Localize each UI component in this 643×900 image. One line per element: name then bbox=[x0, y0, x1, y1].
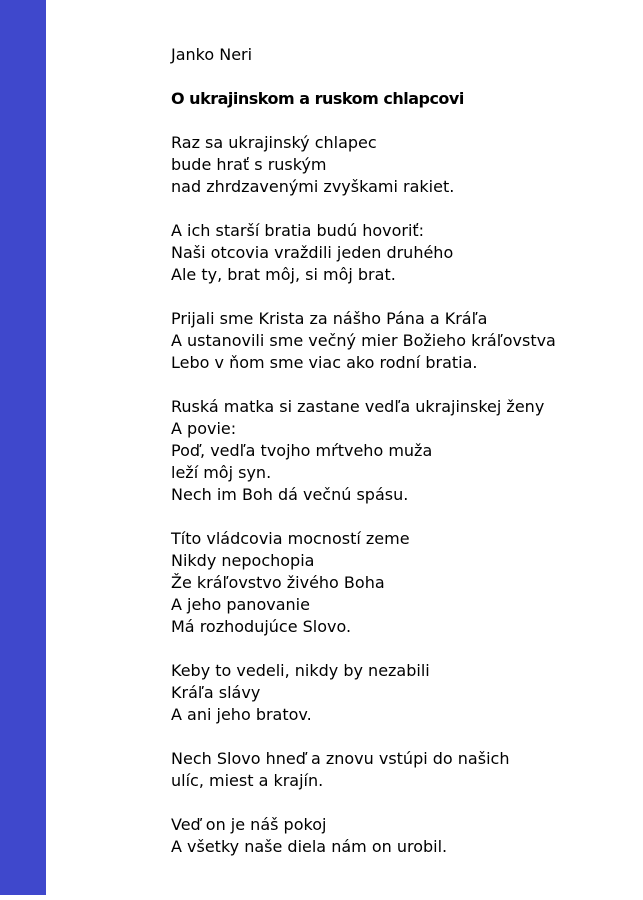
stanza bbox=[171, 814, 631, 858]
poem-line: A ustanovili sme večný mier Božieho kráľovstva bbox=[171, 331, 556, 350]
poem-line: ulíc, miest a krajín. bbox=[171, 771, 324, 790]
poem-line: Kráľa slávy bbox=[171, 683, 261, 702]
side-bar bbox=[0, 0, 46, 895]
poem-line: Že kráľovstvo živého Boha bbox=[171, 573, 385, 592]
poem-line: Keby to vedeli, nikdy by nezabili bbox=[171, 661, 430, 680]
poem-line: Prijali sme Krista za nášho Pána a Kráľa bbox=[171, 309, 488, 328]
poem-line: A jeho panovanie bbox=[171, 595, 310, 614]
poem-line: Raz sa ukrajinský chlapec bbox=[171, 133, 377, 152]
poem-line: Nech Slovo hneď a znovu vstúpi do našich bbox=[171, 749, 510, 768]
poem-line: Lebo v ňom sme viac ako rodní bratia. bbox=[171, 353, 478, 372]
stanza bbox=[171, 132, 631, 198]
poem-line: Naši otcovia vraždili jeden druhého bbox=[171, 243, 454, 262]
poem-line: Ruská matka si zastane vedľa ukrajinskej ženy bbox=[171, 397, 545, 416]
stanza bbox=[171, 396, 631, 506]
stanza bbox=[171, 660, 631, 726]
poem-author: Janko Neri bbox=[171, 45, 253, 64]
poem-line: Poď, vedľa tvojho mŕtveho muža bbox=[171, 441, 433, 460]
poem-line: A všetky naše diela nám on urobil. bbox=[171, 837, 448, 856]
poem-line: A ich starší bratia budú hovoriť: bbox=[171, 221, 425, 240]
stanza bbox=[171, 748, 631, 792]
poem-line: nad zhrdzavenými zvyškami rakiet. bbox=[171, 177, 455, 196]
poem-line: Títo vládcovia mocností zeme bbox=[171, 529, 410, 548]
poem-line: Ale ty, brat môj, si môj brat. bbox=[171, 265, 396, 284]
stanza bbox=[171, 528, 631, 638]
stanza bbox=[171, 220, 631, 286]
poem-line: Má rozhodujúce Slovo. bbox=[171, 617, 352, 636]
stanza bbox=[171, 308, 631, 374]
poem-line: A povie: bbox=[171, 419, 237, 438]
poem-line: Veď on je náš pokoj bbox=[171, 815, 327, 834]
poem-line: Nech im Boh dá večnú spásu. bbox=[171, 485, 409, 504]
poem-line: A ani jeho bratov. bbox=[171, 705, 312, 724]
poem bbox=[171, 44, 631, 880]
poem-line: bude hrať s ruským bbox=[171, 155, 327, 174]
poem-line: leží môj syn. bbox=[171, 463, 272, 482]
poem-body bbox=[171, 132, 631, 858]
poem-line: Nikdy nepochopia bbox=[171, 551, 315, 570]
poem-title: O ukrajinskom a ruskom chlapcovi bbox=[171, 89, 464, 108]
